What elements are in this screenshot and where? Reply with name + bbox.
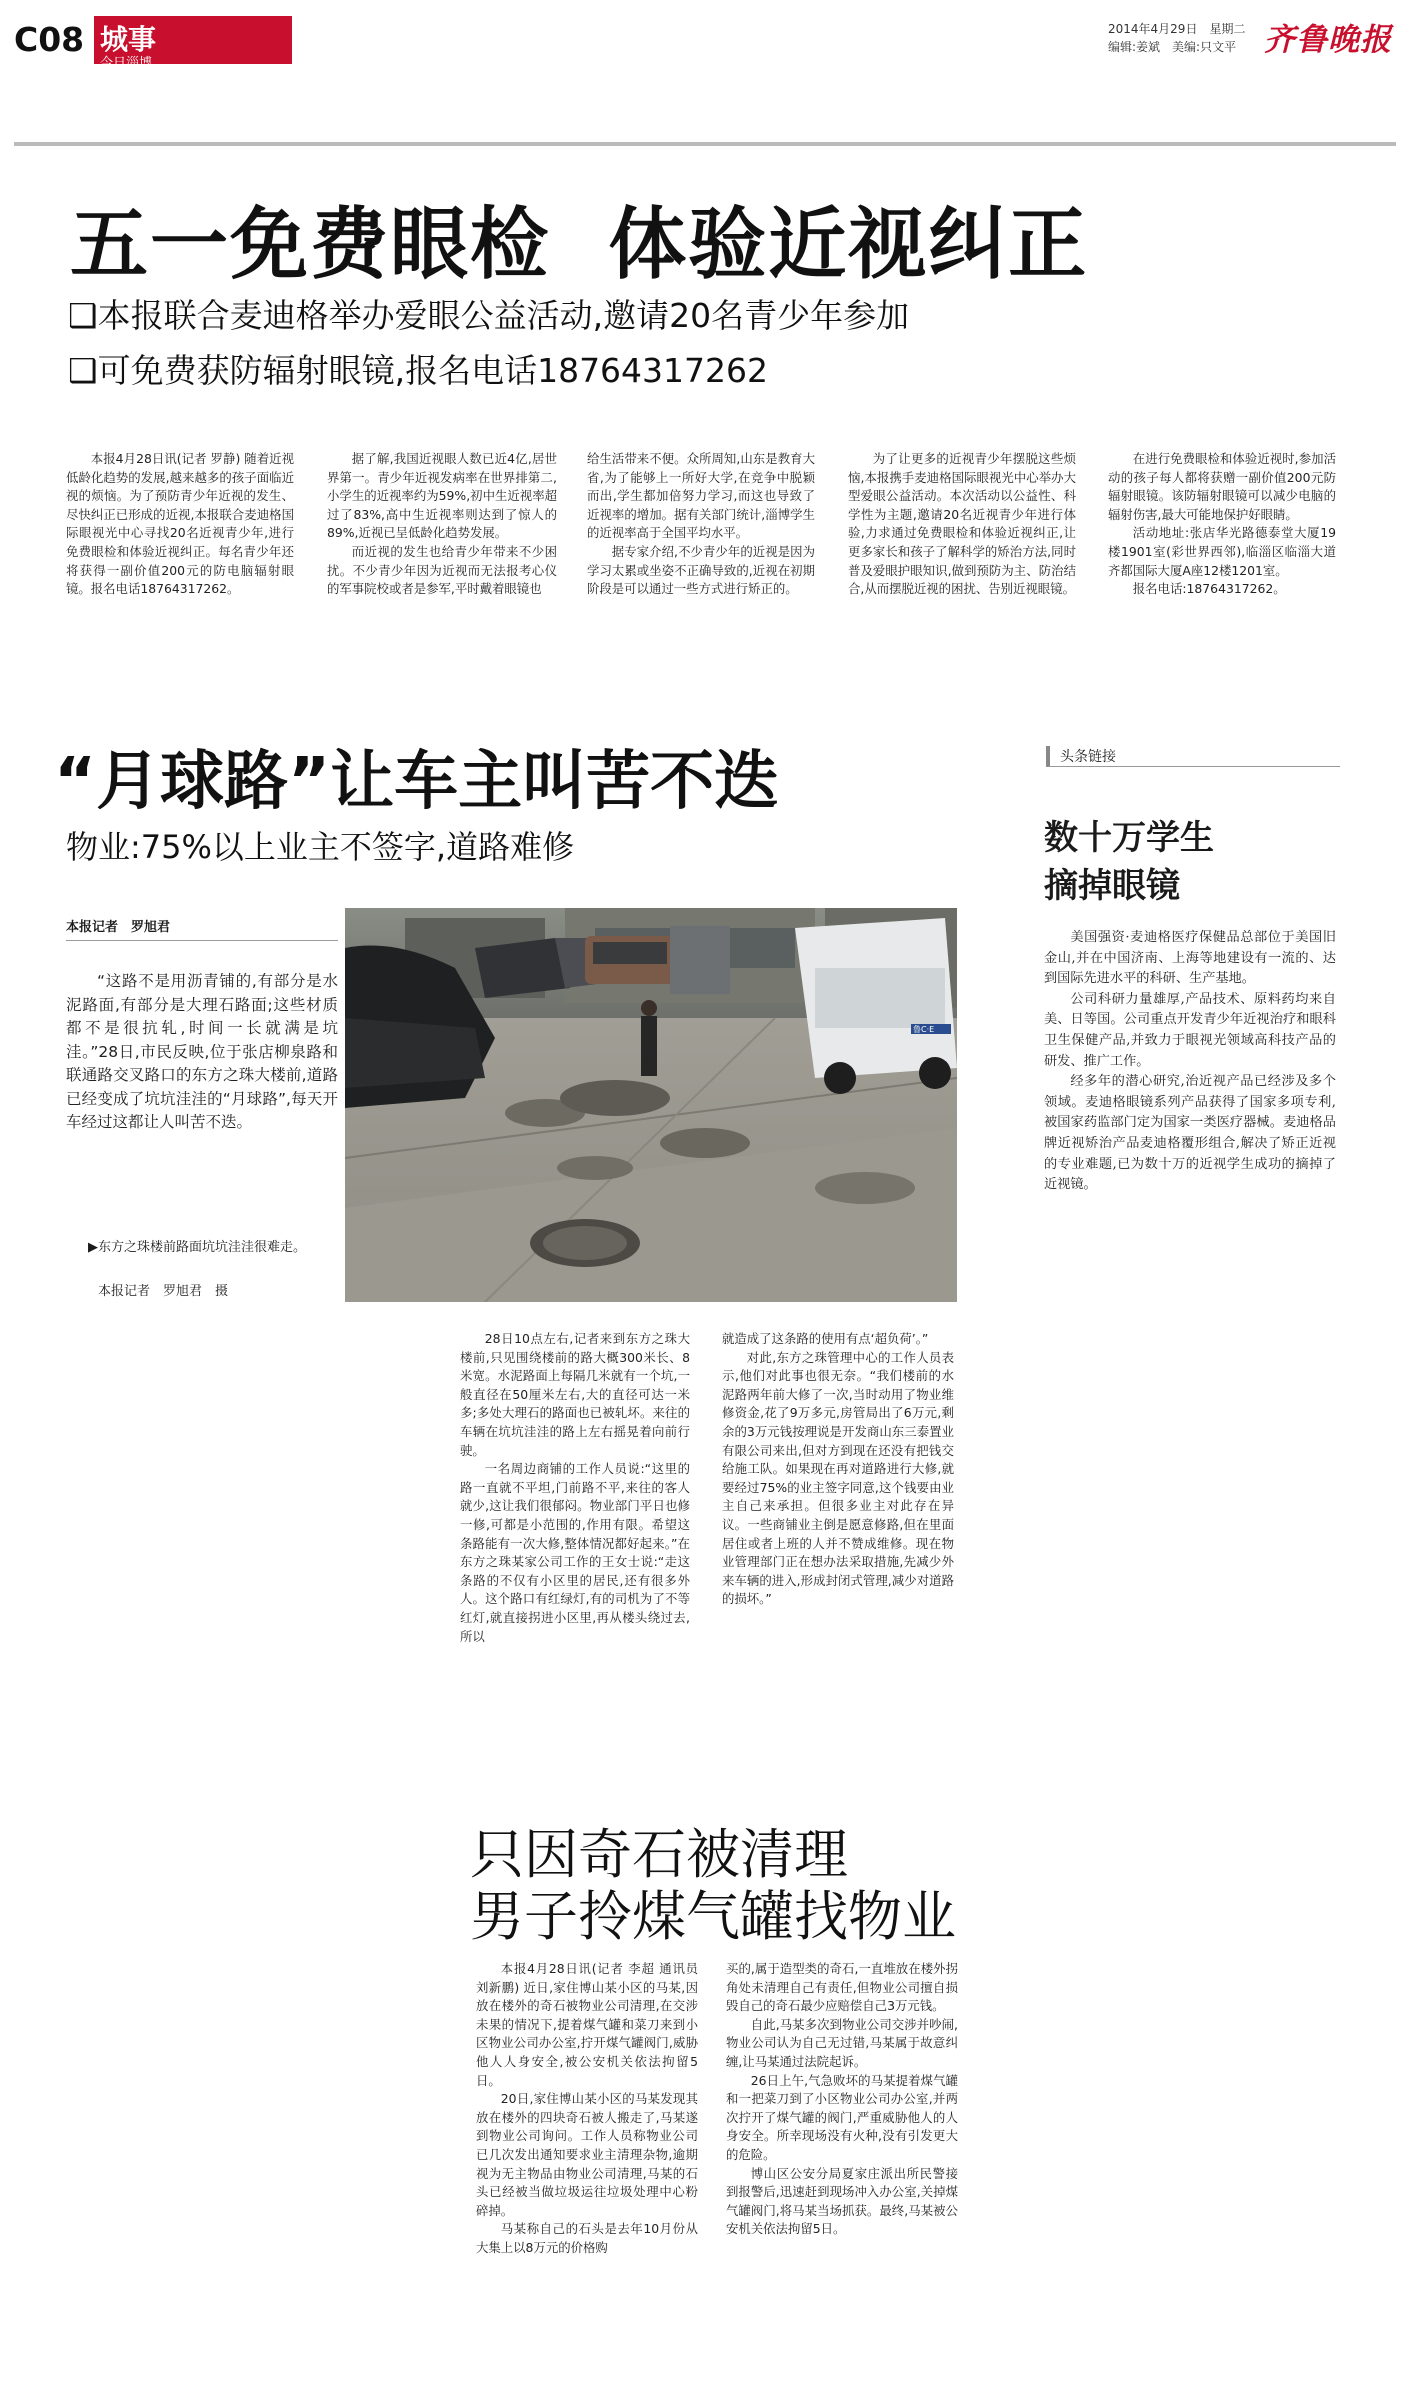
story1-headline: 五一免费眼检 体验近视纠正 xyxy=(70,200,1089,290)
paragraph: 28日10点左右,记者来到东方之珠大楼前,只见围绕楼前的路大概300米长、8米宽。水泥路面上每隔几米就有一个坑,一般直径在50厘米左右,大的直径可达一米多;多处大理石的路面也已被轧坏。来往的车辆在坑坑洼洼的路上左右摇晃着向前行驶。 xyxy=(460,1331,690,1458)
sidebar-title-1: 数十万学生 xyxy=(1044,818,1214,858)
paragraph: 本报4月28日讯(记者 李超 通讯员 刘新鹏) 近日,家住博山某小区的马某,因放在楼外的奇石被物业公司清理,在交涉未果的情况下,提着煤气罐和菜刀来到小区物业公司办公室,拧开煤气罐阀门,威胁他人人身安全,被公安机关依法拘留5日。 xyxy=(476,1961,698,2088)
story1-col-1: 本报4月28日讯(记者 罗静) 随着近视低龄化趋势的发展,越来越多的孩子面临近视的烦恼。为了预防青少年近视的发生、尽快纠正已形成的近视,本报联合麦迪格国际眼视光中心寻找20名近视青少年,进行免费眼检和体验近视纠正。每名青少年还将获得一副价值200元的防电脑辐射眼镜。报名电话18764317262。 xyxy=(66,451,294,597)
paragraph: 买的,属于造型类的奇石,一直堆放在楼外拐角处未清理自己有责任,但物业公司擅自损毁自己的奇石最少应赔偿自己3万元钱。 xyxy=(726,1961,958,2014)
header-rule xyxy=(14,142,1396,146)
paragraph: 给生活带来不便。众所周知,山东是教育大省,为了能够上一所好大学,在竞争中脱颖而出,学生都加倍努力学习,而这也导致了近视率的增加。据有关部门统计,淄博学生的近视率高于全国平均水平。 xyxy=(587,451,815,541)
paragraph: 自此,马某多次到物业公司交涉并吵闹,物业公司认为自己无过错,马某属于故意纠缠,让马某通过法院起诉。 xyxy=(726,2016,958,2069)
story2-subtitle: 物业:75%以上业主不签字,道路难修 xyxy=(66,828,575,866)
section-title: 城事 xyxy=(100,23,157,56)
story1-col-5 xyxy=(1108,450,1336,599)
story1-col-4 xyxy=(848,450,1076,599)
paragraph: 而近视的发生也给青少年带来不少困扰。不少青少年因为近视而无法报考心仪的军事院校或者是参军,平时戴着眼镜也 xyxy=(327,543,557,597)
sidebar-tag xyxy=(1046,746,1340,767)
paragraph: 为了让更多的近视青少年摆脱这些烦恼,本报携手麦迪格国际眼视光中心举办大型爱眼公益活动。本次活动以公益性、科学性为主题,邀请20名近视青少年进行体验,力求通过免费眼检和体验近视纠正,让更多家长和孩子了解科学的矫治方法,同时普及爱眼护眼知识,做到预防为主、防治结合,从而摆脱近视的困扰、告别近视眼镜。 xyxy=(848,451,1076,597)
story3-col-2 xyxy=(726,1960,958,2239)
story2-headline: “月球路”让车主叫苦不迭 xyxy=(54,745,779,819)
paragraph: 一名周边商铺的工作人员说:“这里的路一直就不平坦,门前路不平,来往的客人就少,这让我们很郁闷。物业部门平日也修一修,可都是小范围的,作用有限。希望这条路能有一次大修,整体情况都好起来。”在东方之珠某家公司工作的王女士说:“走这条路的不仅有小区里的居民,还有很多外人。这个路口有红绿灯,有的司机为了不等红灯,就直接拐进小区里,再从楼头绕过去,所以 xyxy=(460,1461,690,1644)
paragraph: 马某称自己的石头是去年10月份从大集上以8万元的价格购 xyxy=(476,2221,698,2255)
road-photo-image xyxy=(345,908,957,1302)
story2-col-2 xyxy=(722,1330,954,1609)
story1-deck-1: ❑本报联合麦迪格举办爱眼公益活动,邀请20名青少年参加 xyxy=(68,296,910,335)
page-code: C08 xyxy=(14,20,85,59)
road-photo xyxy=(345,908,957,1302)
photo-credit: 本报记者 罗旭君 摄 xyxy=(98,1284,229,1299)
story1-col-2 xyxy=(327,450,557,599)
staff-line: 编辑:姜斌 美编:只文平 xyxy=(1108,40,1237,54)
sidebar-tag-label: 头条链接 xyxy=(1060,749,1116,765)
story3-headline-2: 男子拎煤气罐找物业 xyxy=(470,1885,956,1948)
paragraph: 报名电话:18764317262。 xyxy=(1132,581,1286,597)
paragraph: 据了解,我国近视眼人数已近4亿,居世界第一。青少年近视发病率在世界排第二,小学生的近视率约为59%,初中生近视率超过了83%,高中生近视率则达到了惊人的89%,近视已呈低龄化趋势发展。 xyxy=(327,451,557,541)
paragraph: 20日,家住博山某小区的马某发现其放在楼外的四块奇石被人搬走了,马某遂到物业公司询问。工作人员称物业公司已几次发出通知要求业主清理杂物,逾期视为无主物品由物业公司清理,马某的石头已经被当做垃圾运往垃圾处理中心粉碎掉。 xyxy=(476,2091,698,2218)
photo-plate-text: 鲁C·E xyxy=(913,1025,935,1034)
section-subtitle: 今日淄博 xyxy=(100,56,153,71)
story1-col-3 xyxy=(587,450,815,599)
story1-deck-2: ❑可免费获防辐射眼镜,报名电话18764317262 xyxy=(68,351,769,390)
byline-rule xyxy=(66,940,338,941)
story2-lead: “这路不是用沥青铺的,有部分是水泥路面,有部分是大理石路面;这些材质都不是很抗轧,时间一长就满是坑洼。”28日,市民反映,位于张店柳泉路和联通路交叉路口的东方之珠大楼前,道路已经变成了坑坑洼洼的“月球路”,每天开车经过这都让人叫苦不迭。 xyxy=(66,972,338,1131)
story3-col-1 xyxy=(476,1960,698,2258)
sidebar-title-2: 摘掉眼镜 xyxy=(1044,866,1180,906)
paragraph: 26日上午,气急败坏的马某提着煤气罐和一把菜刀到了小区物业公司办公室,并两次拧开了煤气罐的阀门,严重威胁他人的人身安全。所幸现场没有火种,没有引发更大的危险。 xyxy=(726,2072,958,2162)
date-line: 2014年4月29日 星期二 xyxy=(1108,22,1246,36)
page-header xyxy=(0,0,1409,70)
photo-caption: ▶东方之珠楼前路面坑坑洼洼很难走。 xyxy=(88,1240,306,1255)
paragraph: 对此,东方之珠管理中心的工作人员表示,他们对此事也很无奈。“我们楼前的水泥路两年前大修了一次,当时动用了物业维修资金,花了9万多元,房管局出了6万元,剩余的3万元钱按理说是开发商山东三泰置业有限公司来出,但对方到现在还没有把钱交给施工队。如果现在再对道路进行大修,就要经过75%的业主签字同意,这个钱要由业主自己来承担。但很多业主对此存在异议。一些商铺业主倒是愿意修路,但在里面居住或者上班的人并不赞成维修。现在物业管理部门正在想办法采取措施,先减少外来车辆的进入,形成封闭式管理,减少对道路的损坏。” xyxy=(722,1349,954,1607)
story2-col-1 xyxy=(460,1330,690,1646)
paragraph: 在进行免费眼检和体验近视时,参加活动的孩子每人都将获赠一副价值200元防辐射眼镜。该防辐射眼镜可以减少电脑的辐射伤害,最大可能地保护好眼睛。 xyxy=(1108,451,1336,522)
masthead-logo: 齐鲁晚报 xyxy=(1264,22,1392,58)
story3-headline-1: 只因奇石被清理 xyxy=(470,1823,848,1886)
paragraph: 据专家介绍,不少青少年的近视是因为学习太累或坐姿不正确导致的,近视在初期阶段是可以通过一些方式进行矫正的。 xyxy=(587,543,815,597)
paragraph: 博山区公安分局夏家庄派出所民警接到报警后,迅速赶到现场冲入办公室,关掉煤气罐阀门,将马某当场抓获。最终,马某被公安机关依法拘留5日。 xyxy=(726,2165,958,2237)
story2-byline: 本报记者 罗旭君 xyxy=(66,920,171,935)
paragraph: 就造成了这条路的使用有点‘超负荷’。” xyxy=(722,1331,929,1346)
paragraph: 活动地址:张店华光路德泰堂大厦19楼1901室(彩世界西邻),临淄区临淄大道齐都国际大厦A座12楼1201室。 xyxy=(1108,525,1336,578)
sidebar-body: 美国强资·麦迪格医疗保健品总部位于美国旧金山,并在中国济南、上海等地建设有一流的、达到国际先进水平的科研、生产基地。 公司科研力量雄厚,产品技术、原料药均来自美、日等国。公司重点开发青少年近视治疗和眼科卫生保健产品,并致力于眼视光领域高科技产品的研发、推广工作。 经多年的潜心研究,治近视产品已经涉及多个领域。麦迪格眼镜系列产品获得了国家多项专利,被国家药监部门定为国家一类医疗器械。麦迪格品牌近视矫治产品麦迪格覆形组合,解决了矫正近视的专业难题,已为数十万的近视学生成功的摘掉了近视镜。 xyxy=(1044,930,1336,1193)
